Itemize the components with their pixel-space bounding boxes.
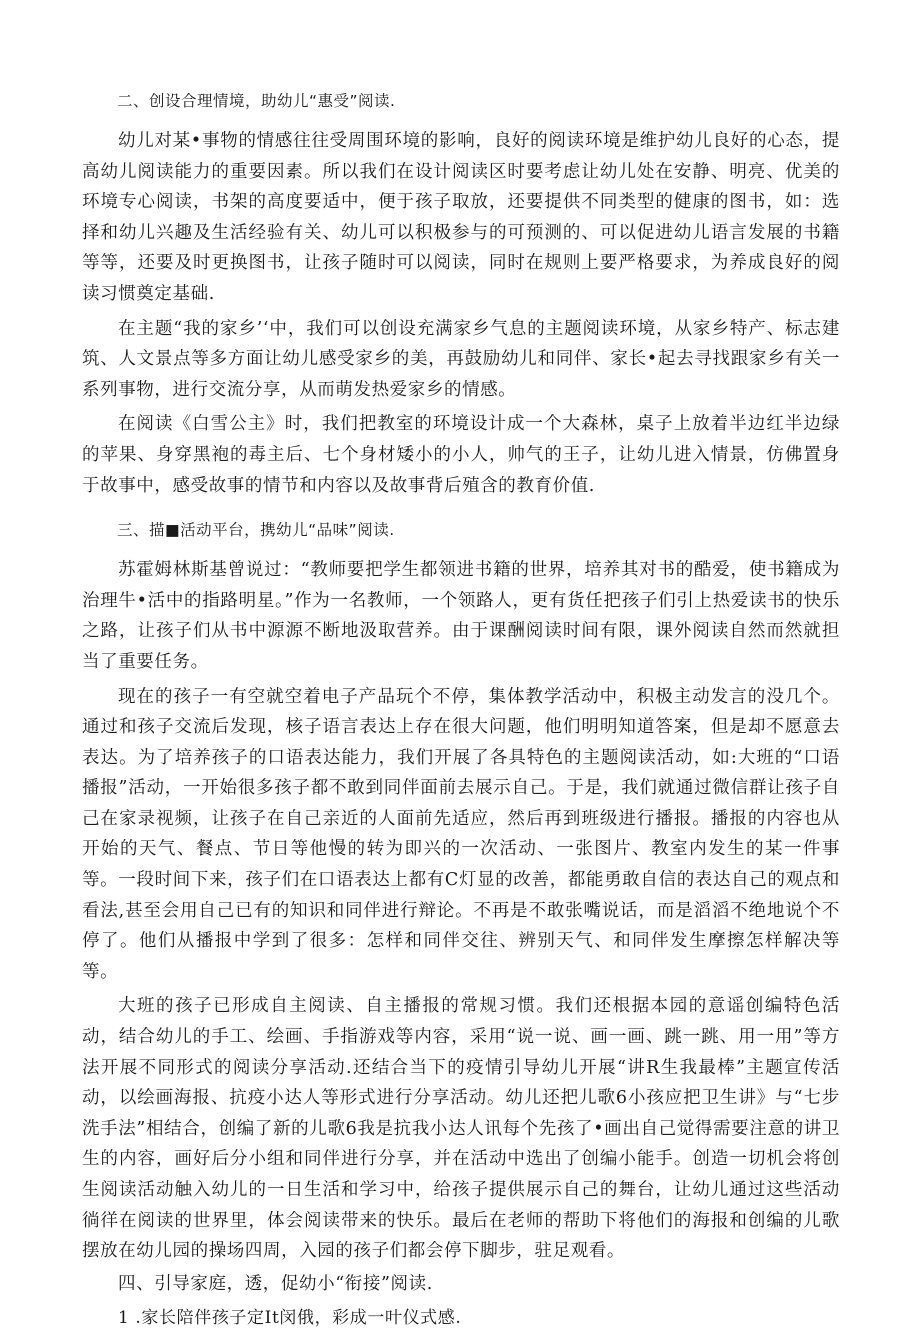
section-two-paragraph-3: 在阅读《白雪公主》时，我们把教室的环境设计成一个大森林，桌子上放着半边红半边绿的苹果、身穿黑袍的毒主后、七个身材矮小的小人，帅气的王子，让幼儿进入情景，仿佛置身于故事中，感受故事的情节和内容以及故事背后殖含的教育价值. [82,414,840,496]
section-two-paragraph-2: 在主题“我的家乡’‘中，我们可以创设充满家乡气息的主题阅读环境，从家乡特产、标志建筑、人文景点等多方面让幼儿感受家乡的美，再鼓励幼儿和同伴、家长•起去寻找跟家乡有关一系列事物，进行交流分享，从而萌发热爱家乡的情感。 [82,318,840,400]
section-four-heading: 四、引导家庭，透，促幼小“衔接”阅读. [118,1273,433,1294]
section-four-item-1: 1 .家长陪伴孩子定It闵俄，彩成一叶仪式感. [118,1308,462,1329]
section-three-paragraph-2: 现在的孩子一有空就空着电子产品玩个不停，集体教学活动中，积极主动发言的没几个。通过和孩子交流后发现，核子语言表达上存在很大问题，他们明明知道答案，但是却不愿意去表达。为了培养孩子的口语表达能力，我们开展了各具特色的主题阅读活动，如:大班的“口语播报”活动，一开始很多孩子都不敢到同伴面前去展示自己。于是，我们就通过微信群让孩子自己在家录视频，让孩子在自己亲近的人面前先适应，然后再到班级进行播报。播报的内容也从开始的天气、餐点、节日等他慢的转为即兴的一次活动、一张图片、教室内发生的某一件事等。一段时间下来，孩子们在口语表达上都有C灯显的改善，都能勇敢自信的表达自己的观点和看法,甚至会用自己已有的知识和同伴进行辩论。不再是不敢张嘴说话，而是滔滔不绝地说个不停了。他们从播报中学到了很多：怎样和同伴交往、辨别天气、和同伴发生摩擦怎样解决等等。 [82,686,840,982]
section-three-heading: 三、描■活动平台，携幼儿“品味”阅读. [117,521,395,540]
section-two-heading: 二、创设合理情境，助幼儿“惠受”阅读. [117,92,396,110]
section-two-paragraph-1: 幼儿对某•事物的情感往往受周围环境的影响，良好的阅读环境是维护幼儿良好的心态，提高幼儿阅读能力的重要因素。所以我们在设计阅读区时要考虑让幼儿处在安静、明亮、优美的环境专心阅读，书架的高度要适中，便于孩子取放，还要提供不同类型的健康的图书，如：选择和幼儿兴趣及生活经验有关、幼儿可以积极参与的可预测的、可以促进幼儿语言发展的书籍等等，还要及时更换图书，让孩子随时可以阅读，同时在规则上要严格要求，为养成良好的阅读习惯奠定基础. [82,131,840,304]
section-three [82,515,840,1267]
section-three-paragraph-3: 大班的孩子已形成自主阅读、自主播报的常规习惯。我们还根据本园的意谣创编特色活动，结合幼儿的手工、绘画、手指游戏等内容，采用“说一说、画一画、跳一跳、用一用”等方法开展不同形式的阅读分享活动.还结合当下的疫情引导幼儿开展“讲R生我最棒”主题宣传活动，以绘画海报、抗疫小达人等形式进行分享活动。幼儿还把儿歌6小孩应把卫生讲》与“七步洗手法”相结合，创编了新的儿歌6我是抗我小达人讯每个先孩了•画出自己觉得需要注意的讲卫生的内容，画好后分小组和同伴进行分享，并在活动中选出了创编小能手。创造一切机会将创生阅读活动触入幼儿的一日生活和学习中，给孩子提供展示自己的舞台，让幼儿通过这些活动徜徉在阅读的世界里，体会阅读带来的快乐。最后在老师的帮助下将他们的海报和创编的儿歌摆放在幼儿园的操场四周，入园的孩子们都会停下脚步，驻足观看。 [82,996,840,1262]
section-two [82,86,840,501]
section-three-paragraph-1: 苏霍姆林斯基曾说过：“教师要把学生都领进书籍的世界，培养其对书的酷爱，使书籍成为治理牛•活中的指路明星。”作为一名教师，一个领路人，更有货任把孩子们引上热爱读书的快乐之路，让孩子们从书中源源不断地汲取营养。由于课酬阅读时间有限，课外阅读自然而然就担当了重要任务。 [82,560,840,672]
